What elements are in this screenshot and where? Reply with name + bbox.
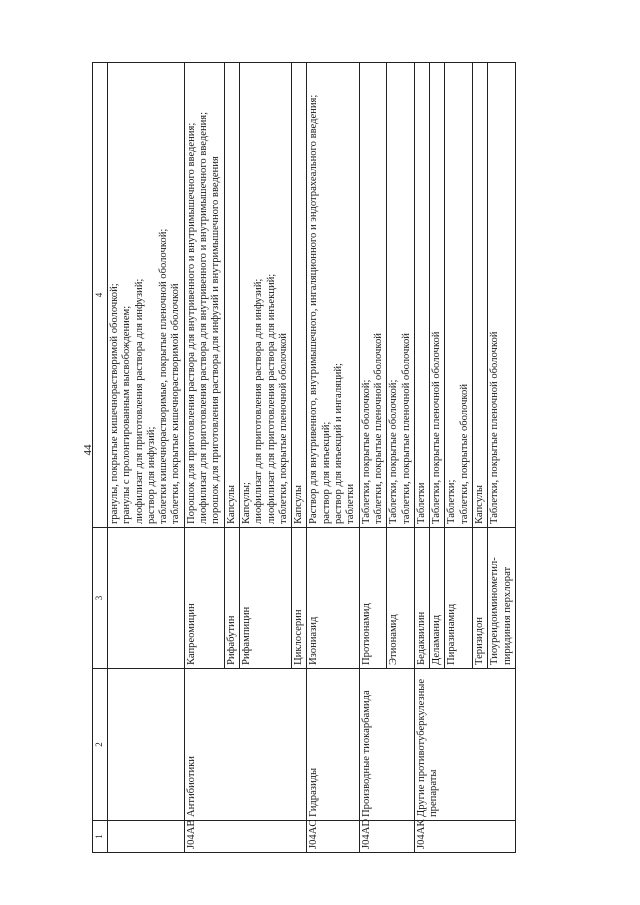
header-col-1: 1 xyxy=(93,821,108,853)
drug-table-body xyxy=(93,63,516,853)
pharm-group-cell: Другие противотуберкулезные препараты xyxy=(414,669,515,821)
header-col-3: 3 xyxy=(93,528,108,669)
atc-code-cell: J04AD xyxy=(359,821,414,853)
drug-name-cell: Рифампицин xyxy=(239,528,291,669)
drug-name-cell: Рифабутин xyxy=(224,528,239,669)
table-row xyxy=(414,63,429,853)
table-row xyxy=(307,63,359,853)
drug-name-cell: Тиоуреидоиминометил-пиридиния перхлорат xyxy=(488,528,516,669)
atc-code-cell: J04AC xyxy=(307,821,359,853)
pharm-group-cell: Гидразиды xyxy=(307,669,359,821)
header-row xyxy=(93,63,108,853)
drug-name-cell: Циклосерин xyxy=(292,528,307,669)
dosage-forms-cell: Раствор для внутривенного, внутримышечного, ингаляционного и эндотрахеального введения; раствор для инъекций; раствор для инъекций и ингаляций; таблетки xyxy=(307,63,359,528)
table-row xyxy=(359,63,387,853)
drug-name-cell: Бедаквилин xyxy=(414,528,429,669)
header-col-4: 4 xyxy=(93,63,108,528)
dosage-forms-cell: Таблетки, покрытые оболочкой; таблетки, покрытые пленочной оболочкой xyxy=(359,63,387,528)
pharm-group-cell xyxy=(108,669,185,821)
drug-name-cell: Капреомицин xyxy=(184,528,224,669)
dosage-forms-cell: Таблетки; таблетки, покрытые оболочкой xyxy=(445,63,473,528)
atc-code-cell: J04AK xyxy=(414,821,515,853)
dosage-forms-cell: Порошок для приготовления раствора для внутривенного и внутримышечного введения; лиофилизат для приготовления раствора для внутривенного и внутримышечного введения; порошок для приготовления раствора для инфузий и внутримышечного введения xyxy=(184,63,224,528)
drug-name-cell: Протионамид xyxy=(359,528,387,669)
atc-code-cell: J04AB xyxy=(184,821,307,853)
page-number: 44 xyxy=(82,444,94,456)
drug-name-cell: Теризидон xyxy=(473,528,488,669)
dosage-forms-cell: Капсулы; лиофилизат для приготовления раствора для инфузий; лиофилизат для приготовления раствора для инъекций; таблетки, покрытые пленочной оболочкой xyxy=(239,63,291,528)
table-row xyxy=(108,63,185,853)
header-col-2: 2 xyxy=(93,669,108,821)
pharm-group-cell: Антибиотики xyxy=(184,669,307,821)
dosage-forms-cell: Таблетки, покрытые пленочной оболочкой xyxy=(430,63,445,528)
pharm-group-cell: Производные тиокарбамида xyxy=(359,669,414,821)
drug-name-cell: Пиразинамид xyxy=(445,528,473,669)
dosage-forms-cell: Таблетки xyxy=(414,63,429,528)
drug-name-cell: Изониазид xyxy=(307,528,359,669)
dosage-forms-cell: Таблетки, покрытые оболочкой; таблетки, покрытые пленочной оболочкой xyxy=(387,63,415,528)
dosage-forms-cell: Капсулы xyxy=(292,63,307,528)
drug-table-container xyxy=(92,63,579,853)
dosage-forms-cell: Таблетки, покрытые пленочной оболочкой xyxy=(488,63,516,528)
drug-name-cell: Этионамид xyxy=(387,528,415,669)
dosage-forms-cell: гранулы, покрытые кишечнорастворимой оболочкой; гранулы с пролонгированным высвобождением; лиофилизат для приготовления раствора для инфузий; раствор для инфузий; таблетки кишечнорастворимые, покрытые пленочной оболочкой; таблетки, покрытые кишечнорастворимой оболочкой xyxy=(108,63,185,528)
drug-name-cell: Деламанид xyxy=(430,528,445,669)
drug-name-cell xyxy=(108,528,185,669)
drug-table xyxy=(92,62,516,853)
table-row xyxy=(184,63,224,853)
dosage-forms-cell: Капсулы xyxy=(224,63,239,528)
atc-code-cell xyxy=(108,821,185,853)
dosage-forms-cell: Капсулы xyxy=(473,63,488,528)
